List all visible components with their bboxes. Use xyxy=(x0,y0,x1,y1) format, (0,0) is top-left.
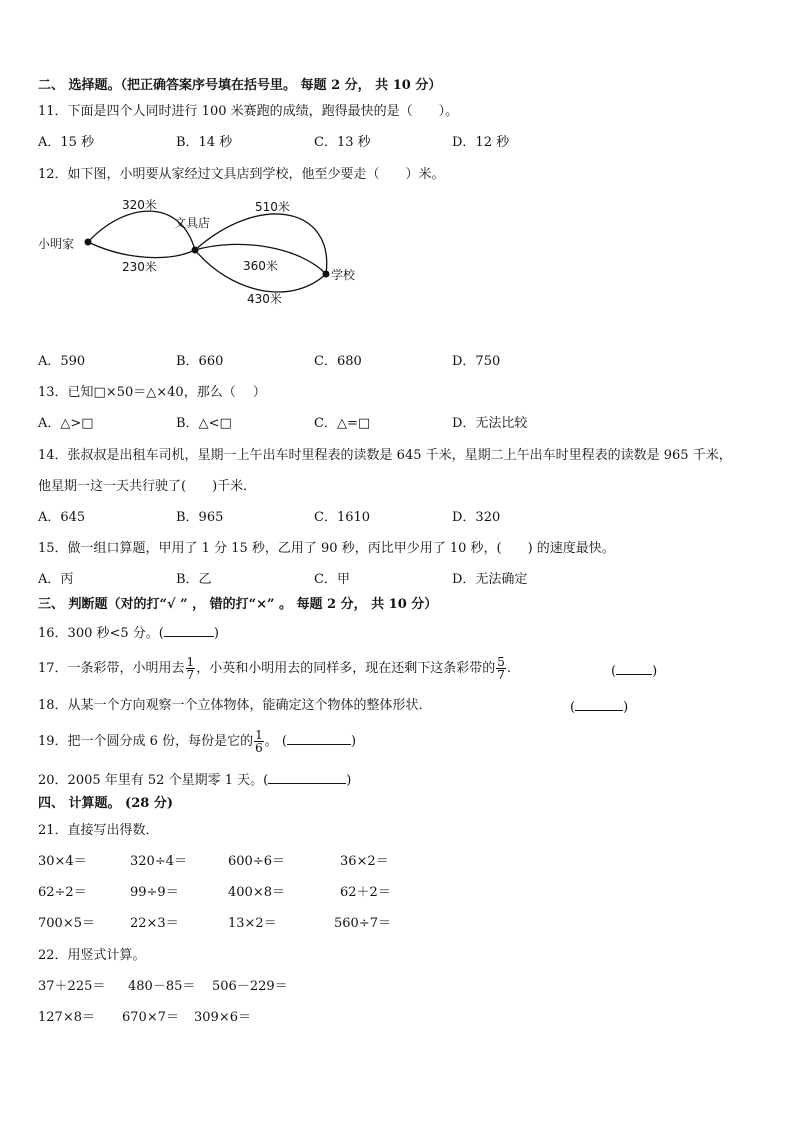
q14-option-b: B．965 xyxy=(176,510,224,525)
label-shop: 文具店 xyxy=(174,216,211,230)
question-16 xyxy=(38,624,219,642)
question-18: 18．从某一个方向观察一个立体物体，能确定这个物体的整体形状． xyxy=(38,698,432,713)
label-360: 360米 xyxy=(243,259,278,273)
calc-item: 560÷7＝ xyxy=(334,916,391,931)
calc-item: 600÷6＝ xyxy=(228,854,285,869)
section-3-title: 三、 判断题（对的打“√ ” ， 错的打“×” 。 每题 2 分， 共 10 分） xyxy=(38,597,438,612)
q11-option-d: D．12 秒 xyxy=(452,135,510,150)
q19-f-den: 6 xyxy=(255,741,263,755)
q18-answer xyxy=(570,698,628,716)
question-14-line-1: 14．张叔叔是出租车司机，星期一上午出车时里程表的读数是 645 千米，星期二上午出车时里程表的读数是 965 千米， xyxy=(38,448,732,463)
vertical-calc-item: 127×8＝ xyxy=(38,1010,95,1025)
q17-f1-num: 1 xyxy=(186,655,195,669)
q17-close: ) xyxy=(652,664,658,679)
q18-answer-blank[interactable] xyxy=(575,698,623,711)
q16-answer-blank[interactable] xyxy=(164,624,214,637)
q18-close: ) xyxy=(623,700,629,715)
q17-answer-blank[interactable] xyxy=(616,662,652,675)
q14-option-d: D．320 xyxy=(452,510,501,525)
q12-option-a: A．590 xyxy=(38,354,86,369)
school-point xyxy=(323,271,330,278)
q17-text-b: ，小英和小明用去的同样多，现在还剩下这条彩带的 xyxy=(196,661,496,676)
q15-option-c: C．甲 xyxy=(314,572,350,587)
q17-f2-num: 5 xyxy=(497,655,505,669)
q11-option-b: B．14 秒 xyxy=(176,135,233,150)
q17-text-a: 17．一条彩带，小明用去 xyxy=(38,661,185,676)
route-230 xyxy=(88,242,195,258)
q19-close: ) xyxy=(350,734,357,749)
q19-text-b: 。 ( xyxy=(264,734,287,749)
q17-text-c: . xyxy=(506,661,511,676)
question-20 xyxy=(38,771,351,789)
calc-item: 62＋2＝ xyxy=(340,885,391,900)
q19-text-a: 19．把一个圆分成 6 份，每份是它的 xyxy=(38,734,254,749)
q16-text: 16．300 秒<5 分。( xyxy=(38,626,164,641)
q20-text: 20．2005 年里有 52 个星期零 1 天。( xyxy=(38,773,269,788)
q20-close: ) xyxy=(346,773,352,788)
q17-answer xyxy=(611,662,657,680)
question-19 xyxy=(38,727,356,757)
q12-option-c: C．680 xyxy=(314,354,362,369)
q13-option-b: B．△<□ xyxy=(176,416,232,431)
question-15: 15．做一组口算题，甲用了 1 分 15 秒，乙用了 90 秒，丙比甲少用了 10 秒，( ) 的速度最快。 xyxy=(38,541,615,556)
q15-option-d: D．无法确定 xyxy=(452,572,528,587)
question-11: 11．下面是四个人同时进行 100 米赛跑的成绩，跑得最快的是（ ）。 xyxy=(38,104,459,119)
calc-item: 99÷9＝ xyxy=(130,885,179,900)
q12-option-b: B．660 xyxy=(176,354,224,369)
calc-item: 36×2＝ xyxy=(340,854,389,869)
section-2-title: 二、 选择题。（把正确答案序号填在括号里。 每题 2 分， 共 10 分） xyxy=(38,78,442,93)
vertical-calc-item: 670×7＝ xyxy=(122,1010,179,1025)
q20-answer-blank[interactable] xyxy=(268,771,346,784)
label-school: 学校 xyxy=(331,268,356,282)
q12-option-d: D．750 xyxy=(452,354,501,369)
label-320: 320米 xyxy=(122,198,157,212)
q18-open: ( xyxy=(570,700,576,715)
q16-close: ) xyxy=(213,626,219,641)
calc-item: 320÷4＝ xyxy=(130,854,187,869)
q17-f2-den: 7 xyxy=(497,668,505,682)
q15-option-a: A．丙 xyxy=(38,572,74,587)
route-diagram xyxy=(30,192,370,312)
calc-item: 400×8＝ xyxy=(228,885,285,900)
vertical-calc-item: 37＋225＝ xyxy=(38,979,106,994)
question-22: 22．用竖式计算。 xyxy=(38,948,146,963)
vertical-calc-item: 506－229＝ xyxy=(212,979,288,994)
home-point xyxy=(85,239,92,246)
vertical-calc-item: 309×6＝ xyxy=(194,1010,251,1025)
q11-option-c: C．13 秒 xyxy=(314,135,371,150)
label-230: 230米 xyxy=(122,260,157,274)
q17-open: ( xyxy=(611,664,617,679)
calc-item: 13×2＝ xyxy=(228,916,277,931)
section-4-title: 四、 计算题。 (28 分) xyxy=(38,796,173,811)
q17-fraction-2 xyxy=(496,656,506,681)
q14-option-a: A．645 xyxy=(38,510,86,525)
question-21: 21．直接写出得数． xyxy=(38,823,159,838)
q13-option-c: C．△=□ xyxy=(314,416,371,431)
calc-item: 700×5＝ xyxy=(38,916,95,931)
q19-answer-blank[interactable] xyxy=(287,732,351,745)
vertical-calc-item: 480－85＝ xyxy=(128,979,196,994)
label-home: 小明家 xyxy=(38,237,75,251)
q17-fraction-1 xyxy=(186,656,196,681)
label-430: 430米 xyxy=(247,292,282,306)
q13-option-d: D．无法比较 xyxy=(452,416,528,431)
q11-option-a: A．15 秒 xyxy=(38,135,95,150)
question-12: 12．如下图，小明要从家经过文具店到学校，他至少要走（ ）米。 xyxy=(38,167,445,182)
q17-f1-den: 7 xyxy=(186,668,195,682)
calc-item: 30×4＝ xyxy=(38,854,87,869)
q15-option-b: B．乙 xyxy=(176,572,212,587)
q13-option-a: A．△>□ xyxy=(38,416,94,431)
question-14-line-2: 他星期一这一天共行驶了( )千米． xyxy=(38,479,257,494)
q19-fraction xyxy=(254,729,264,754)
q14-option-c: C．1610 xyxy=(314,510,371,525)
calc-item: 22×3＝ xyxy=(130,916,179,931)
q19-f-num: 1 xyxy=(255,728,263,742)
label-510: 510米 xyxy=(255,200,290,214)
shop-point xyxy=(192,247,199,254)
calc-item: 62÷2＝ xyxy=(38,885,87,900)
question-13: 13．已知□×50＝△×40，那么（ ） xyxy=(38,385,266,400)
question-17 xyxy=(38,654,511,684)
